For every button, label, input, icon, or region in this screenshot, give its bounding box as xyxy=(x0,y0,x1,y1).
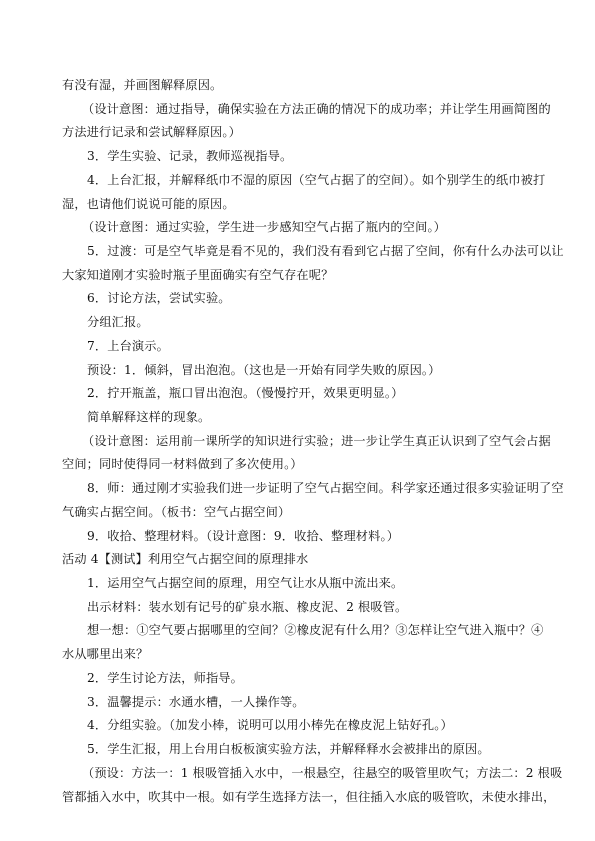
text-line: 4．分组实验。（加发小棒，说明可以用小棒先在橡皮泥上钻好孔。） xyxy=(87,718,453,732)
text-line: 分组汇报。 xyxy=(87,315,149,329)
text-line: 1．运用空气占据空间的原理，用空气让水从瓶中流出来。 xyxy=(87,576,404,590)
text-line: 8．师：通过刚才实验我们进一步证明了空气占据空间。科学家还通过很多实验证明了空 xyxy=(87,481,564,495)
text-line: 预设：1．倾斜，冒出泡泡。（这也是一开始有同学失败的原因。） xyxy=(87,363,441,377)
text-line: （设计意图：运用前一课所学的知识进行实验；进一步让学生真正认识到了空气会占据 xyxy=(82,434,551,448)
text-line: 出示材料：装水划有记号的矿泉水瓶、橡皮泥、2 根吸管。 xyxy=(87,600,408,614)
text-line: 2．拧开瓶盖，瓶口冒出泡泡。（慢慢拧开，效果更明显。） xyxy=(87,386,404,400)
text-line: （设计意图：通过指导，确保实验在方法正确的情况下的成功率；并让学生用画简图的 xyxy=(82,102,551,116)
text-line: 湿，也请他们说说可能的原因。 xyxy=(62,197,235,211)
text-line: 管都插入水中，吹其中一根。如有学生选择方法一，但往插入水底的吸管吹，未使水排出， xyxy=(62,790,556,804)
text-line: 简单解释这样的现象。 xyxy=(87,410,211,424)
text-line: 5．过渡：可是空气毕竟是看不见的，我们没有看到它占据了空间，你有什么办法可以让 xyxy=(87,244,564,258)
text-line: 3．温馨提示：水通水槽，一人操作等。 xyxy=(87,695,305,709)
text-line: 水从哪里出来？ xyxy=(62,647,149,661)
text-line: 5．学生汇报，用上台用白板板演实验方法，并解释释水会被排出的原因。 xyxy=(87,742,490,756)
text-line: 3．学生实验、记录，教师巡视指导。 xyxy=(87,149,293,163)
text-line: 气确实占据空间。（板书：空气占据空间） xyxy=(62,505,291,519)
text-line: 空间；同时使得同一材料做到了多次使用。） xyxy=(62,457,303,471)
section-heading: 活动 4【测试】利用空气占据空间的原理排水 xyxy=(62,552,309,566)
text-line: 有没有湿，并画图解释原因。 xyxy=(62,78,223,92)
text-line: 6．讨论方法，尝试实验。 xyxy=(87,291,231,305)
text-line: 2．学生讨论方法，师指导。 xyxy=(87,671,243,685)
text-line: 大家知道刚才实验时瓶子里面确实有空气存在呢？ xyxy=(62,268,334,282)
text-line: （预设：方法一：1 根吸管插入水中，一根悬空，往悬空的吸管里吹气；方法二：2 根吸 xyxy=(82,766,563,780)
text-line: 方法进行记录和尝试解释原因。） xyxy=(62,125,241,139)
text-line: 9．收拾、整理材料。（设计意图：9．收拾、整理材料。） xyxy=(87,529,400,543)
text-line: （设计意图：通过实验，学生进一步感知空气占据了瓶内的空间。） xyxy=(82,220,447,234)
text-line: 7．上台演示。 xyxy=(87,339,169,353)
text-line: 4．上台汇报，并解释纸巾不湿的原因（空气占据了的空间）。如个别学生的纸巾被打 xyxy=(87,173,546,187)
text-line: 想一想：①空气要占据哪里的空间？②橡皮泥有什么用？③怎样让空气进入瓶中？④ xyxy=(87,623,544,637)
